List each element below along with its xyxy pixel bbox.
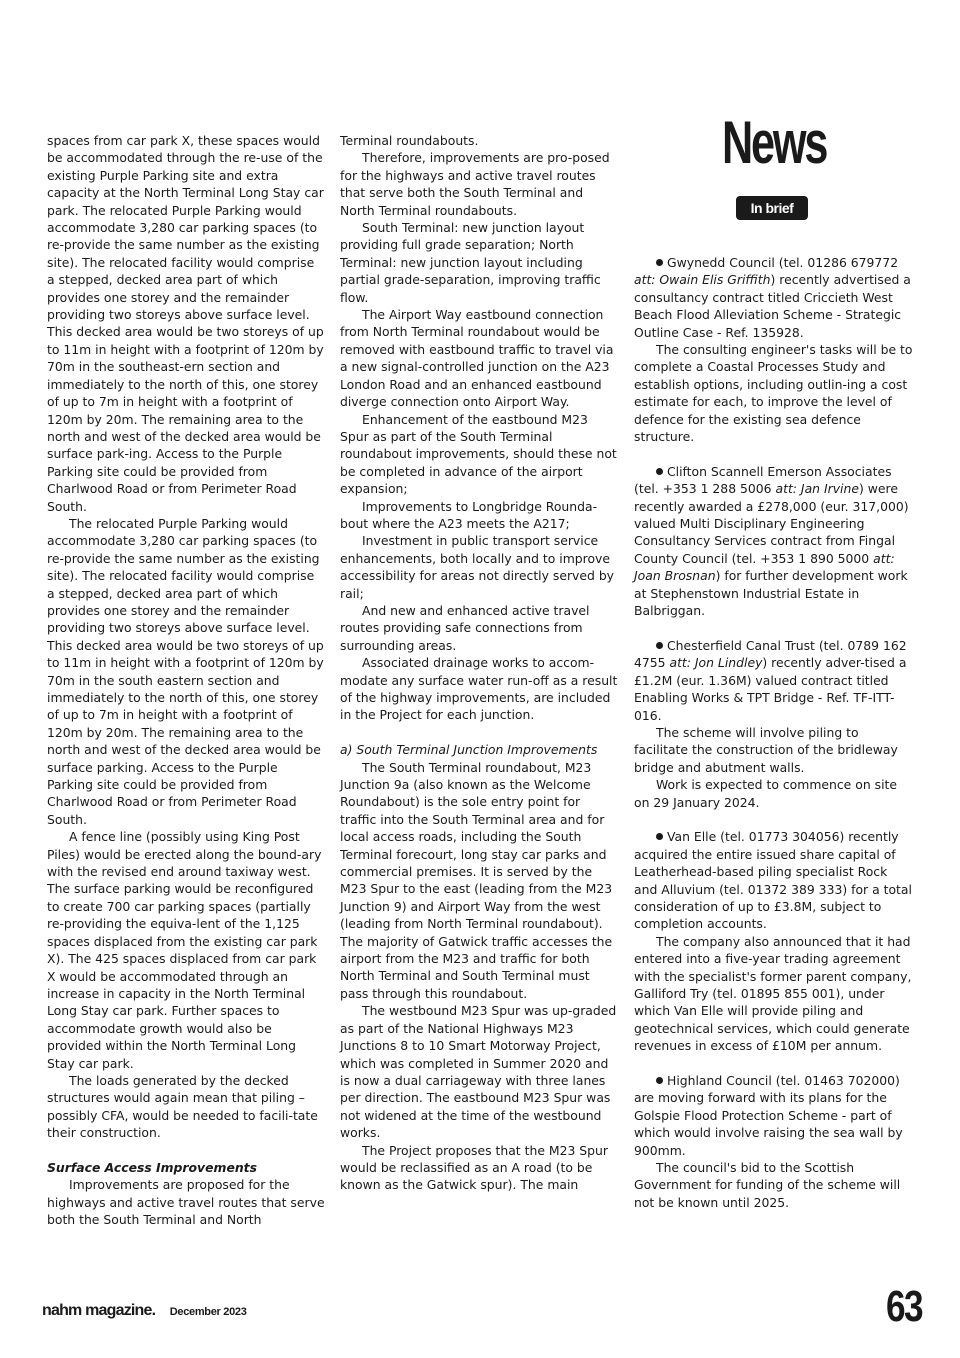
magazine-name: nahm magazine.	[42, 1302, 156, 1319]
section-title: News	[722, 109, 827, 176]
paragraph: And new and enhanced active travel routes providing safe connections from surrounding areas.	[340, 602, 590, 653]
paragraph: Terminal roundabouts.	[340, 133, 479, 148]
news-in-brief-column	[634, 254, 914, 1211]
paragraph: The South Terminal roundabout, M23 Junction 9a (also known as the Welcome Roundabout) is the sole entry point for traffic into the South Terminal area and for local access roads, including the South Terminal forecourt, long stay car parks and commercial premises. It is served by the M23 Spur to the east (leading from the M23 Junction 9) and Airport Way from the west (leading from North Terminal roundabout). The majority of Gatwick traffic accesses the airport from the M23 and traffic for both North Terminal and South Terminal must pass through this roundabout.	[340, 759, 613, 1001]
paragraph: Enhancement of the eastbound M23 Spur as part of the South Terminal roundabout improvements, should these not be completed in advance of the airport expansion;	[340, 411, 617, 497]
bullet-icon	[656, 1077, 663, 1084]
bullet-icon	[656, 468, 663, 475]
paragraph: Work is expected to commence on site on 29 January 2024.	[634, 777, 897, 810]
paragraph: Associated drainage works to accom-modate any surface water run-off as a result of the highway improvements, are included in the Project for each junction.	[340, 655, 618, 723]
paragraph: South Terminal: new junction layout providing full grade separation; North Terminal: new junction layout including partial grade-separation, improving traffic flow.	[340, 220, 601, 305]
page-number: 63	[886, 1282, 922, 1331]
paragraph: The relocated Purple Parking would accommodate 3,280 car parking spaces (to re-provide the same number as the existing site). The relocated facility would comprise a stepped, decked area part of which provides one storey and the remainder providing two storeys above surface level. This decked area would be two storeys of up to 11m in height with a footprint of 120m by 70m in the south eastern section and immediately to the north of this, one storey of up to 7m in height with a footprint of 120m by 20m. The remaining area to the north and west of the decked area would be surface parking. Access to the Purple Parking site could be provided from Charlwood Road or from Perimeter Road South.	[47, 515, 324, 827]
news-item: Chesterfield Canal Trust (tel. 0789 162 4755 att: Jon Lindley) recently adver-tised a £1.2M (eur. 1.36M) valued contract titled Enabling Works & TPT Bridge - Ref. TF-ITT-016.	[634, 637, 907, 723]
paragraph: The Project proposes that the M23 Spur would be reclassified as an A road (to be known as the Gatwick spur). The main	[340, 1142, 608, 1193]
paragraph: The company also announced that it had entered into a five-year trading agreement with the specialist's former parent company, Galliford Try (tel. 01895 855 001), under which Van Elle will provide piling and geotechnical services, which could generate revenues in excess of £10M per annum.	[634, 933, 912, 1054]
paragraph: The council's bid to the Scottish Government for funding of the scheme will not be known until 2025.	[634, 1160, 901, 1210]
footer	[42, 1302, 247, 1322]
issue-date: December 2023	[169, 1306, 247, 1318]
paragraph: The Airport Way eastbound connection from North Terminal roundabout would be removed with eastbound traffic to travel via a new signal-controlled junction on the A23 London Road and an enhanced eastbound diverge connection onto Airport Way.	[340, 307, 614, 410]
subsection-heading: a) South Terminal Junction Improvements	[340, 742, 598, 758]
news-item: Highland Council (tel. 01463 702000) are moving forward with its plans for the Golspie Flood Protection Scheme - part of which would involve raising the sea wall by 900mm.	[634, 1073, 903, 1158]
bullet-icon	[656, 259, 663, 266]
news-item: Gwynedd Council (tel. 01286 679772 att: Owain Elis Griffith) recently advertised a consultancy contract titled Criccieth West Beach Flood Alleviation Scheme - Strategic Outline Case - Ref. 135928.	[634, 255, 911, 340]
paragraph: The loads generated by the decked structures would again mean that piling – possibly CFA, would be needed to facili-tate their construction.	[47, 1072, 318, 1141]
article-column-2	[340, 132, 620, 1194]
bullet-icon	[656, 833, 663, 840]
paragraph: The consulting engineer's tasks will be to complete a Coastal Processes Study and establish options, including outlin-ing a cost estimate for each, to improve the level of defence for the existing sea defence structure.	[634, 342, 913, 445]
paragraph: Investment in public transport service enhancements, both locally and to improve accessibility for areas not directly served by rail;	[340, 533, 615, 601]
paragraph: Therefore, improvements are pro-posed for the highways and active travel routes that serve both the South Terminal and North Terminal roundabouts.	[340, 150, 610, 218]
bullet-icon	[656, 642, 663, 649]
paragraph: Improvements are proposed for the highways and active travel routes that serve both the South Terminal and North	[47, 1177, 325, 1228]
paragraph: spaces from car park X, these spaces would be accommodated through the re-use of the existing Purple Parking site and extra capacity at the North Terminal Long Stay car park. The relocated Purple Parking would accommodate 3,280 car parking spaces (to re-provide the same number as the existing site). The relocated facility would comprise a stepped, decked area part of which provides one storey and the remainder providing two storeys above surface level. This decked area would be two storeys of up to 11m in height with a footprint of 120m by 70m in the southeast-ern section and immediately to the north of this, one storey of up to 7m in height with a footprint of 120m by 20m. The remaining area to the north and west of the decked area would be surface park-ing. Access to the Purple Parking site could be provided from Charlwood Road or from Perimeter Road South.	[47, 133, 324, 514]
article-column-1	[47, 132, 325, 1229]
section-heading: Surface Access Improvements	[47, 1159, 257, 1175]
paragraph: Improvements to Longbridge Rounda-bout where the A23 meets the A217;	[340, 498, 598, 531]
news-item: Van Elle (tel. 01773 304056) recently acquired the entire issued share capital of Leatherhead-based piling specialist Rock and Alluvium (tel. 01372 389 333) for a total consideration of up to £3.8M, subject to completion accounts.	[634, 829, 912, 932]
paragraph: The westbound M23 Spur was up-graded as part of the National Highways M23 Junctions 8 to 10 Smart Motorway Project, which was completed in Summer 2020 and is now a dual carriageway with three lanes per direction. The eastbound M23 Spur was not widened at the time of the westbound works.	[340, 1003, 617, 1141]
paragraph: The scheme will involve piling to facilitate the construction of the bridleway bridge and abutment walls.	[634, 724, 898, 775]
paragraph: A fence line (possibly using King Post Piles) would be erected along the bound-ary with the revised end around taxiway west. The surface parking would be reconfigured to create 700 car parking spaces (partially re-providing the equiva-lent of the 1,125 spaces displaced from the existing car park X). The 425 spaces displaced from car park X would be accommodated through an increase in capacity in the North Terminal Long Stay car park. Further spaces to accommodate growth would also be provided within the North Terminal Long Stay car park.	[47, 829, 322, 1071]
news-item: Clifton Scannell Emerson Associates (tel. +353 1 288 5006 att: Jan Irvine) were recently awarded a £278,000 (eur. 317,000) valued Multi Disciplinary Engineering Consultancy Services contract from Fingal County Council (tel. +353 1 890 5000 att: Joan Brosnan) for further development work at Stephenstown Industrial Estate in Balbriggan.	[634, 463, 909, 619]
section-badge: In brief	[736, 196, 808, 220]
